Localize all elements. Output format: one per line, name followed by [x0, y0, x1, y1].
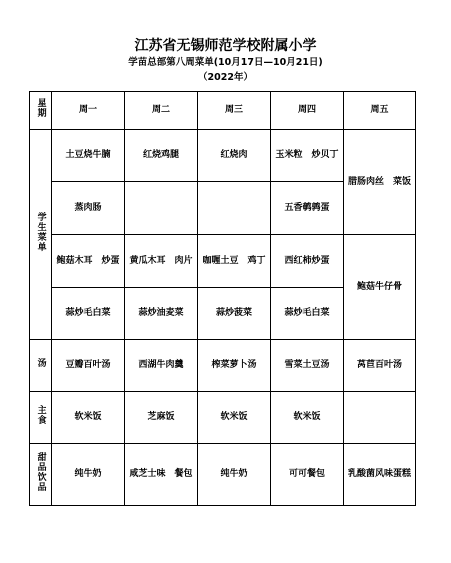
menu-cell: 雪菜土豆汤	[271, 340, 344, 392]
menu-cell: 蒜炒油麦菜	[125, 288, 198, 340]
section-soup: 汤	[30, 340, 52, 392]
menu-cell: 芝麻饭	[125, 392, 198, 444]
menu-cell: 西红柿炒蛋	[271, 235, 344, 288]
menu-subtitle: 学苗总部第八周菜单(10月17日—10月21日)	[128, 57, 323, 68]
corner-cell	[30, 92, 52, 130]
menu-cell: 腊肠肉丝 菜饭	[344, 130, 416, 235]
soup-row	[30, 340, 416, 392]
menu-cell: 纯牛奶	[52, 444, 125, 506]
menu-cell: 玉米粒 炒贝丁	[271, 130, 344, 182]
menu-cell	[344, 392, 416, 444]
menu-cell: 咸芝士味 餐包	[125, 444, 198, 506]
menu-cell: 鲍菇木耳 炒蛋	[52, 235, 125, 288]
menu-year: （2022年）	[198, 72, 253, 83]
menu-cell: 西湖牛肉羹	[125, 340, 198, 392]
day-header-mon: 周一	[52, 92, 125, 130]
staple-row	[30, 392, 416, 444]
menu-cell: 软米饭	[271, 392, 344, 444]
menu-cell: 蒸肉肠	[52, 182, 125, 235]
menu-cell: 五香鹌鹑蛋	[271, 182, 344, 235]
menu-cell: 红烧鸡腿	[125, 130, 198, 182]
day-header-wed: 周三	[198, 92, 271, 130]
menu-cell: 红烧肉	[198, 130, 271, 182]
snack-row	[30, 444, 416, 506]
menu-cell	[198, 182, 271, 235]
menu-cell: 纯牛奶	[198, 444, 271, 506]
table-row	[30, 130, 416, 182]
section-student-meal: 学生菜单	[30, 130, 52, 340]
menu-cell: 莴苣百叶汤	[344, 340, 416, 392]
section-staple: 主食	[30, 392, 52, 444]
menu-cell: 咖喱土豆 鸡丁	[198, 235, 271, 288]
menu-cell: 蒜炒毛白菜	[271, 288, 344, 340]
table-row	[30, 235, 416, 288]
menu-cell: 黄瓜木耳 肉片	[125, 235, 198, 288]
weekday-label: 星期	[35, 98, 46, 119]
menu-cell: 乳酸菌风味蛋糕	[344, 444, 416, 506]
menu-cell: 蒜炒菠菜	[198, 288, 271, 340]
day-header-row	[30, 92, 416, 130]
menu-cell: 榨菜萝卜汤	[198, 340, 271, 392]
school-title: 江苏省无锡师范学校附属小学	[134, 38, 317, 54]
menu-cell: 鲍菇牛仔骨	[344, 235, 416, 340]
menu-cell: 蒜炒毛白菜	[52, 288, 125, 340]
day-header-thu: 周四	[271, 92, 344, 130]
menu-cell: 软米饭	[52, 392, 125, 444]
menu-cell: 可可餐包	[271, 444, 344, 506]
section-snack: 甜品饮品	[30, 444, 52, 506]
day-header-fri: 周五	[344, 92, 416, 130]
menu-cell: 豆瓣百叶汤	[52, 340, 125, 392]
menu-cell: 土豆烧牛腩	[52, 130, 125, 182]
menu-cell: 软米饭	[198, 392, 271, 444]
weekly-menu-table	[29, 91, 416, 506]
menu-cell	[125, 182, 198, 235]
day-header-tue: 周二	[125, 92, 198, 130]
